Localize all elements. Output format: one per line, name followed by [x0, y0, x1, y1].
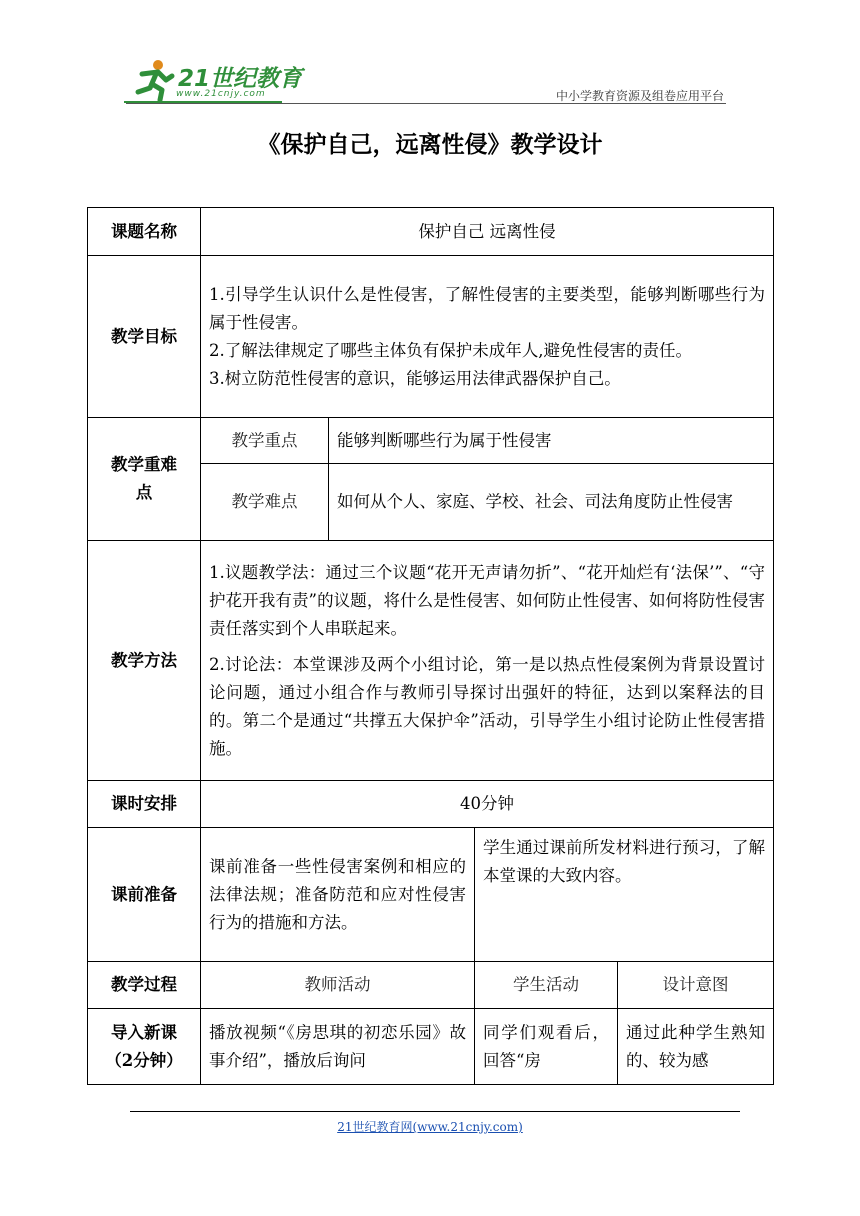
logo-text: 21世纪教育	[178, 66, 303, 92]
row-key-point	[88, 418, 774, 464]
logo-url: www.21cnjy.com	[176, 89, 266, 99]
key-point-label: 教学重点	[201, 418, 329, 464]
course-name-value: 保护自己 远离性侵	[201, 208, 774, 256]
prep-student: 学生通过课前所发材料进行预习，了解本堂课的大致内容。	[475, 828, 774, 962]
student-activity-label: 学生活动	[475, 962, 618, 1009]
key-point-value: 能够判断哪些行为属于性侵害	[329, 418, 774, 464]
teacher-activity-label: 教师活动	[201, 962, 475, 1009]
goal-item: 3.树立防范性侵害的意识，能够运用法律武器保护自己。	[209, 368, 621, 388]
row-preparation	[88, 828, 774, 962]
header-divider	[126, 103, 726, 104]
row-teaching-goals	[88, 256, 774, 418]
intro-design: 通过此种学生熟知的、较为感	[618, 1009, 774, 1085]
intro-student: 同学们观看后，回答“房	[475, 1009, 618, 1085]
method-label: 教学方法	[88, 541, 201, 781]
course-name-label: 课题名称	[88, 208, 201, 256]
prep-teacher: 课前准备一些性侵害案例和相应的法律法规；准备防范和应对性侵害行为的措施和方法。	[201, 828, 475, 962]
goal-item: 2.了解法律规定了哪些主体负有保护未成年人,避免性侵害的责任。	[209, 340, 692, 360]
footer-divider	[130, 1111, 740, 1112]
row-course-name	[88, 208, 774, 256]
intro-label: 导入新课（2分钟）	[88, 1009, 201, 1085]
intro-teacher: 播放视频“《房思琪的初恋乐园》故事介绍”，播放后询问	[201, 1009, 475, 1085]
time-label: 课时安排	[88, 781, 201, 828]
method-item: 2.讨论法：本堂课涉及两个小组讨论，第一是以热点性侵案例为背景设置讨论问题，通过小组合作与教师引导探讨出强奸的特征，达到以案释法的目的。第二个是通过“共撑五大保护伞”活动，引导学生小组讨论防止性侵害措施。	[209, 654, 765, 758]
goals-cell	[201, 256, 774, 418]
method-cell	[201, 541, 774, 781]
key-difficulty-label: 教学重难点	[88, 418, 201, 541]
prep-label: 课前准备	[88, 828, 201, 962]
lesson-plan-table	[87, 207, 774, 1085]
row-intro	[88, 1009, 774, 1085]
header-platform-name: 中小学教育资源及组卷应用平台	[555, 89, 724, 103]
process-label: 教学过程	[88, 962, 201, 1009]
goals-label: 教学目标	[88, 256, 201, 418]
row-teaching-method	[88, 541, 774, 781]
row-time	[88, 781, 774, 828]
time-value: 40分钟	[201, 781, 774, 828]
difficulty-value: 如何从个人、家庭、学校、社会、司法角度防止性侵害	[329, 464, 774, 541]
goal-item: 1.引导学生认识什么是性侵害，了解性侵害的主要类型，能够判断哪些行为属于性侵害。	[209, 284, 765, 332]
footer-website-link[interactable]: 21世纪教育网(www.21cnjy.com)	[337, 1120, 523, 1134]
row-process-header	[88, 962, 774, 1009]
difficulty-label: 教学难点	[201, 464, 329, 541]
document-title: 《保护自己，远离性侵》教学设计	[257, 131, 603, 158]
method-item: 1.议题教学法：通过三个议题“花开无声请勿折”、“花开灿烂有‘法保’”、“守护花开我有责”的议题，将什么是性侵害、如何防止性侵害、如何将防性侵害责任落实到个人串联起来。	[209, 562, 765, 638]
design-intent-label: 设计意图	[618, 962, 774, 1009]
